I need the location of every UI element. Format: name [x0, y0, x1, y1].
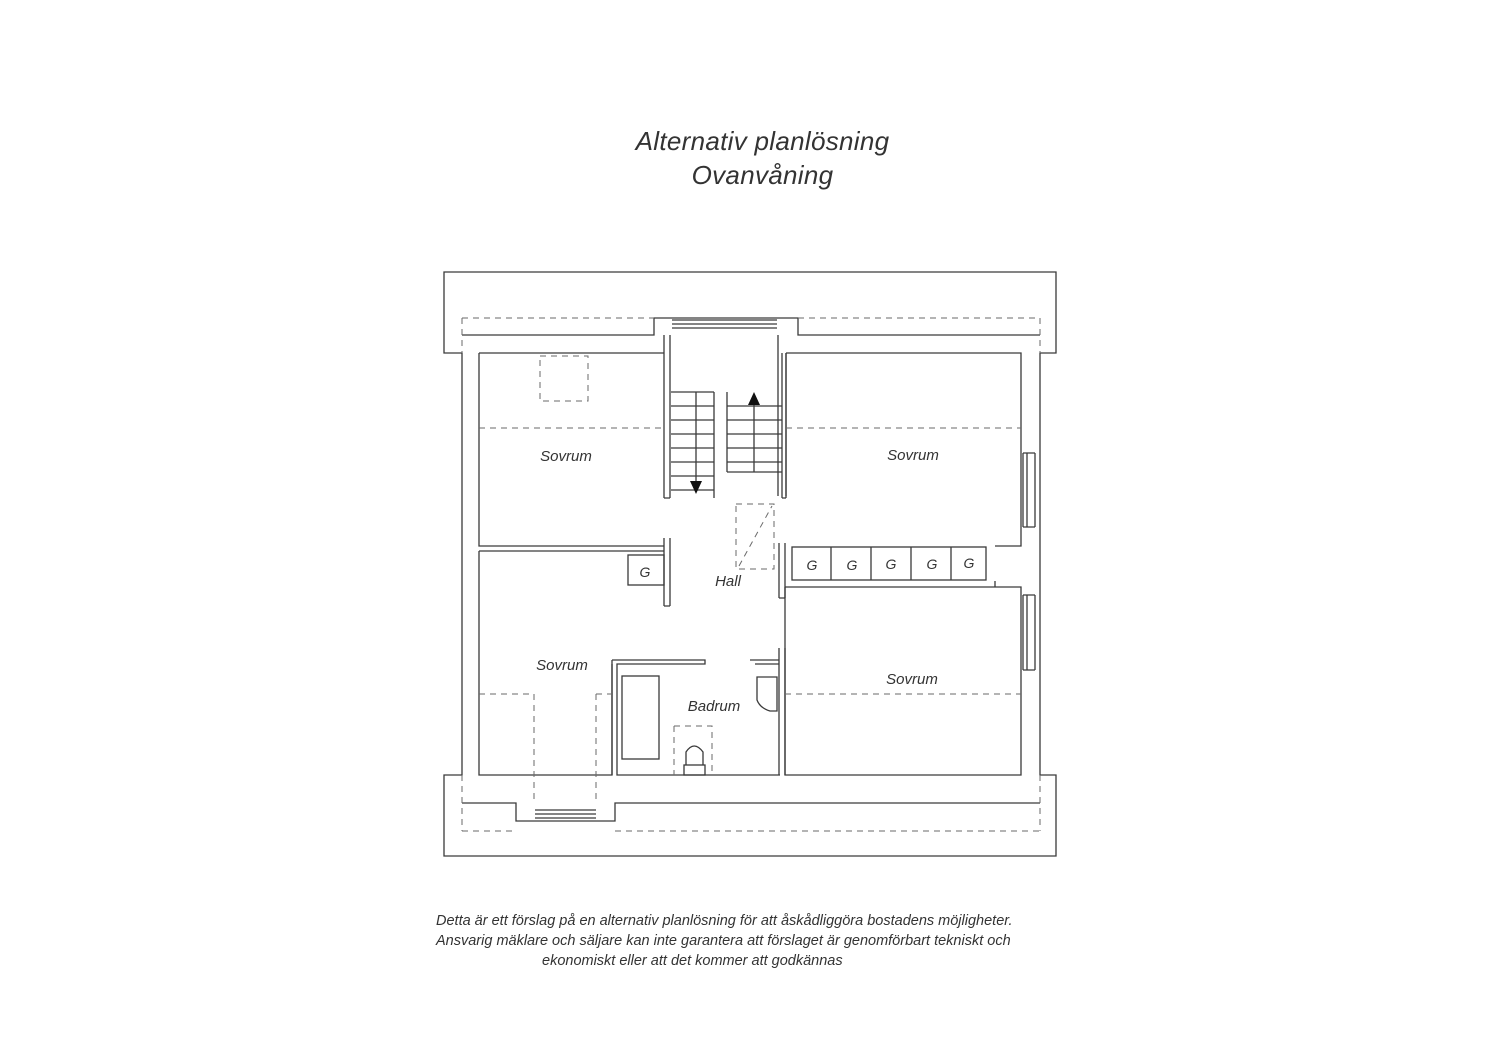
- stair-walls: [664, 335, 778, 498]
- room-label-bathroom: Badrum: [687, 698, 741, 715]
- toilet-bowl: [686, 746, 703, 765]
- room-label-top-left: Sovrum: [540, 448, 592, 465]
- disclaimer: [436, 911, 1136, 971]
- wardrobe-label: G: [963, 555, 975, 571]
- stair-walls-2: [782, 353, 786, 498]
- arrow-down-icon: [690, 481, 702, 494]
- wardrobe-label-hall: G: [639, 564, 651, 580]
- wardrobe-label: G: [926, 556, 938, 572]
- hall-wall-left: [664, 538, 670, 606]
- room-label-bottom-left: Sovrum: [536, 657, 588, 674]
- toilet-tank: [684, 765, 705, 775]
- wardrobe-label: G: [806, 557, 818, 573]
- disclaimer-line-3: ekonomiskt eller att det kommer att godkännas: [542, 953, 843, 969]
- bottom-window: [535, 810, 596, 818]
- wardrobe-label: G: [846, 557, 858, 573]
- top-window: [672, 320, 777, 328]
- skylight-outline: [540, 356, 588, 401]
- attic-hatch: [736, 504, 774, 569]
- title-line-1: Alternativ planlösning: [635, 126, 890, 156]
- disclaimer-line-1: Detta är ett förslag på en alternativ planlösning för att åskådliggöra bostadens möjligheter.: [436, 913, 1013, 929]
- room-label-top-right: Sovrum: [887, 447, 939, 464]
- right-window-lower: [1023, 595, 1035, 670]
- arrow-up-icon: [748, 392, 760, 405]
- bathtub: [622, 676, 659, 759]
- toilet-dashed-area: [674, 726, 712, 775]
- room-label-hall: Hall: [715, 573, 741, 590]
- room-label-bottom-right: Sovrum: [886, 671, 938, 688]
- sink: [757, 677, 777, 711]
- slope-line-bottom: [479, 694, 1021, 803]
- disclaimer-line-2: Ansvarig mäklare och säljare kan inte garantera att förslaget är genomförbart tekniskt och: [436, 933, 1011, 949]
- wardrobe-label: G: [885, 556, 897, 572]
- hall-wall-right: [779, 543, 785, 598]
- right-window-upper: [1023, 453, 1035, 527]
- title-line-2: Ovanvåning: [691, 160, 834, 190]
